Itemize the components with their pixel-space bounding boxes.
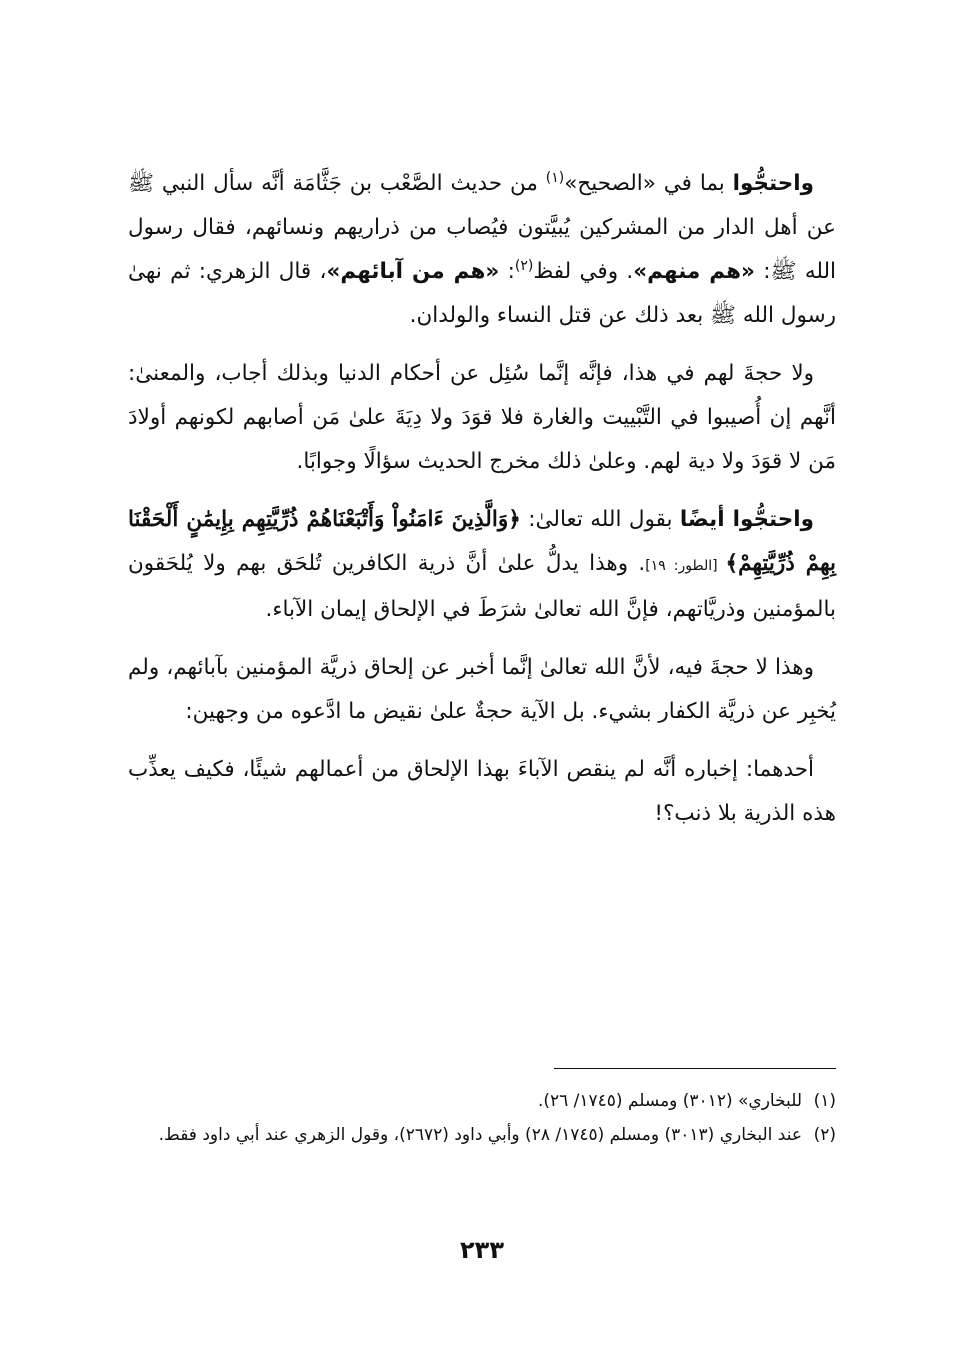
paragraph-5: أحدهما: إخباره أنَّه لم ينقص الآباءَ بهذا الإلحاق من أعمالهم شيئًا، فكيف يعذِّب هذه الذرية بلا ذنب؟! [128, 757, 836, 826]
footnotes [128, 1084, 836, 1152]
verse-reference: [الطور: ١٩] [645, 558, 726, 574]
paragraph-1-text-e: ، قال الزهري: ثم نهىٰ رسول الله ﷺ بعد ذلك عن قتل النساء والولدان. [128, 259, 836, 328]
paragraph-3-text-b: . وهذا يدلُّ علىٰ أنَّ ذرية الكافرين تُلحَق بهم ولا يُلحَقون بالمؤمنين وذريَّاتهم، فإنَّ الله تعالىٰ شرَطَ في الإلحاق إيمان الآباء. [128, 551, 836, 622]
paragraph-1-text-a: بما في «الصحيح» [564, 171, 733, 196]
paragraph-3-lead: واحتجُّوا أيضًا [679, 507, 814, 532]
footnote-ref-1[interactable]: (١) [545, 169, 565, 186]
paragraph-2: ولا حجةَ لهم في هذا، فإنَّه إنَّما سُئِل عن أحكام الدنيا وبذلك أجاب، والمعنىٰ: أنَّهم إن أُصيبوا في التَّبْييت والغارة فلا قوَدَ ولا دِيَةَ علىٰ مَن أصابهم لكونهم أولادَ مَن لا قوَدَ ولا دية لهم. وعلىٰ ذلك مخرج الحديث سؤالًا وجوابًا. [128, 361, 836, 474]
hadith-quote-2: «هم من آبائهم» [326, 259, 500, 284]
paragraph-4: وهذا لا حجةَ فيه، لأنَّ الله تعالىٰ إنَّما أخبر عن إلحاق ذريَّة المؤمنين بآبائهم، ولم يُخبِر عن ذريَّة الكفار بشيء. بل الآية حجةٌ علىٰ نقيض ما ادَّعوه من وجهين: [128, 655, 836, 724]
footnote-2 [128, 1118, 836, 1152]
footnote-separator [554, 1068, 836, 1069]
paragraph-1-lead: واحتجُّوا [732, 171, 815, 196]
footnote-text: للبخاري» (٣٠١٢) ومسلم (١٧٤٥/ ٢٦). [537, 1091, 802, 1111]
page-number: ٢٣٣ [460, 1236, 504, 1264]
footnote-1 [128, 1084, 836, 1118]
footnote-ref-2[interactable]: (٢) [514, 257, 534, 274]
footnote-number: (٢) [813, 1125, 836, 1145]
paragraph-1-text-b: من حديث الصَّعْب بن جَثَّامَة أنَّه سأل النبي ﷺ عن أهل الدار من المشركين يُبيَّتون فيُصاب من ذراريهم ونسائهم، فقال رسول الله ﷺ: [128, 171, 836, 284]
paragraph-1-text-c: . وفي لفظ [533, 259, 634, 284]
paragraph-3-text-a: بقول الله تعالىٰ: [520, 507, 680, 532]
paragraph-1-text-d: : [499, 259, 515, 284]
main-text [128, 162, 836, 850]
hadith-quote-1: «هم منهم» [633, 259, 755, 284]
footnote-number: (١) [813, 1091, 836, 1111]
footnote-text: عند البخاري (٣٠١٣) ومسلم (١٧٤٥/ ٢٨) وأبي داود (٢٦٧٢)، وقول الزهري عند أبي داود فقط. [158, 1125, 802, 1145]
paragraph-3 [128, 498, 836, 632]
paragraph-1 [128, 162, 836, 338]
quran-verse: ﴿وَالَّذِينَ ءَامَنُواْ وَأَتْبَعْنَاهُمْ ذُرِّيَّتِهِم بِإِيمَٰنٍ أَلْحَقْنَا بِهِمْ ذُرِّيَّتِهِمْ﴾ [128, 507, 836, 576]
